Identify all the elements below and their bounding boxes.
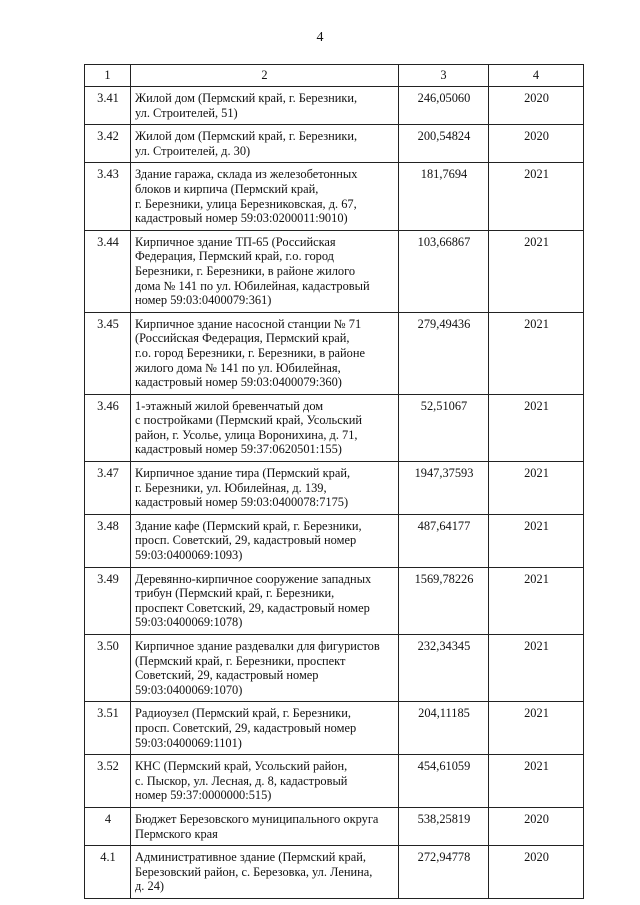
table-row — [85, 462, 584, 515]
table-row — [85, 755, 584, 808]
header-col-3: 3 — [399, 65, 489, 87]
row-year: 2021 — [489, 755, 584, 808]
table-row — [85, 702, 584, 755]
row-value: 279,49436 — [399, 312, 489, 394]
header-col-4: 4 — [489, 65, 584, 87]
row-year: 2020 — [489, 846, 584, 899]
row-name: Здание гаража, склада из железобетонных блоков и кирпича (Пермский край, г. Березники, улица Березниковская, д. 67, кадастровый номер 59:03:0200011:9010) — [131, 163, 399, 230]
row-number: 3.51 — [85, 702, 131, 755]
row-year: 2021 — [489, 514, 584, 567]
row-number: 3.52 — [85, 755, 131, 808]
row-number: 3.44 — [85, 230, 131, 312]
table-body — [85, 87, 584, 899]
table-row — [85, 125, 584, 163]
row-number: 3.47 — [85, 462, 131, 515]
table-row — [85, 312, 584, 394]
row-value: 181,7694 — [399, 163, 489, 230]
row-value: 103,66867 — [399, 230, 489, 312]
row-number: 3.46 — [85, 394, 131, 461]
row-year: 2020 — [489, 87, 584, 125]
property-table — [84, 64, 584, 899]
row-value: 52,51067 — [399, 394, 489, 461]
row-name: Жилой дом (Пермский край, г. Березники, ул. Строителей, 51) — [131, 87, 399, 125]
row-year: 2020 — [489, 125, 584, 163]
row-value: 1569,78226 — [399, 567, 489, 634]
row-value: 487,64177 — [399, 514, 489, 567]
table-header — [85, 65, 584, 87]
row-name: Кирпичное здание раздевалки для фигуристов (Пермский край, г. Березники, проспект Советский, 29, кадастровый номер 59:03:0400069:1070) — [131, 635, 399, 702]
table-row — [85, 807, 584, 845]
row-year: 2021 — [489, 312, 584, 394]
row-year: 2021 — [489, 163, 584, 230]
row-value: 272,94778 — [399, 846, 489, 899]
row-year: 2021 — [489, 230, 584, 312]
table-row — [85, 514, 584, 567]
table-row — [85, 846, 584, 899]
row-value: 204,11185 — [399, 702, 489, 755]
row-value: 1947,37593 — [399, 462, 489, 515]
row-number: 3.42 — [85, 125, 131, 163]
row-name: Бюджет Березовского муниципального округа Пермского края — [131, 807, 399, 845]
row-name: Жилой дом (Пермский край, г. Березники, ул. Строителей, д. 30) — [131, 125, 399, 163]
row-number: 4 — [85, 807, 131, 845]
row-year: 2021 — [489, 702, 584, 755]
table-row — [85, 230, 584, 312]
row-number: 3.43 — [85, 163, 131, 230]
row-number: 3.48 — [85, 514, 131, 567]
row-name: Деревянно-кирпичное сооружение западных трибун (Пермский край, г. Березники, проспект Советский, 29, кадастровый номер 59:03:0400069:1078) — [131, 567, 399, 634]
header-row — [85, 65, 584, 87]
row-number: 3.49 — [85, 567, 131, 634]
row-number: 3.50 — [85, 635, 131, 702]
row-year: 2021 — [489, 635, 584, 702]
table-row — [85, 635, 584, 702]
row-value: 200,54824 — [399, 125, 489, 163]
table-row — [85, 567, 584, 634]
row-name: Кирпичное здание насосной станции № 71 (Российская Федерация, Пермский край, г.о. город Березники, г. Березники, в районе жилого дома № 141 по ул. Юбилейная, кадастровый номер 59:03:0400079:360) — [131, 312, 399, 394]
row-name: Радиоузел (Пермский край, г. Березники, просп. Советский, 29, кадастровый номер 59:03:0400069:1101) — [131, 702, 399, 755]
row-number: 4.1 — [85, 846, 131, 899]
row-value: 538,25819 — [399, 807, 489, 845]
row-year: 2020 — [489, 807, 584, 845]
header-col-2: 2 — [131, 65, 399, 87]
page-number: 4 — [316, 30, 324, 45]
row-name: 1-этажный жилой бревенчатый дом с постройками (Пермский край, Усольский район, г. Усолье, улица Воронихина, д. 71, кадастровый номер 59:37:0620501:155) — [131, 394, 399, 461]
row-name: Здание кафе (Пермский край, г. Березники, просп. Советский, 29, кадастровый номер 59:03:0400069:1093) — [131, 514, 399, 567]
row-name: Административное здание (Пермский край, Березовский район, с. Березовка, ул. Ленина, д. 24) — [131, 846, 399, 899]
row-value: 232,34345 — [399, 635, 489, 702]
table-row — [85, 87, 584, 125]
row-name: Кирпичное здание тира (Пермский край, г. Березники, ул. Юбилейная, д. 139, кадастровый номер 59:03:0400078:7175) — [131, 462, 399, 515]
row-value: 246,05060 — [399, 87, 489, 125]
row-value: 454,61059 — [399, 755, 489, 808]
row-year: 2021 — [489, 567, 584, 634]
row-number: 3.41 — [85, 87, 131, 125]
row-year: 2021 — [489, 394, 584, 461]
row-name: КНС (Пермский край, Усольский район, с. Пыскор, ул. Лесная, д. 8, кадастровый номер 59:37:0000000:515) — [131, 755, 399, 808]
row-number: 3.45 — [85, 312, 131, 394]
row-name: Кирпичное здание ТП-65 (Российская Федерация, Пермский край, г.о. город Березники, г. Березники, в районе жилого дома № 141 по ул. Юбилейная, кадастровый номер 59:03:0400079:361) — [131, 230, 399, 312]
table-row — [85, 163, 584, 230]
header-col-1: 1 — [85, 65, 131, 87]
row-year: 2021 — [489, 462, 584, 515]
table-row — [85, 394, 584, 461]
